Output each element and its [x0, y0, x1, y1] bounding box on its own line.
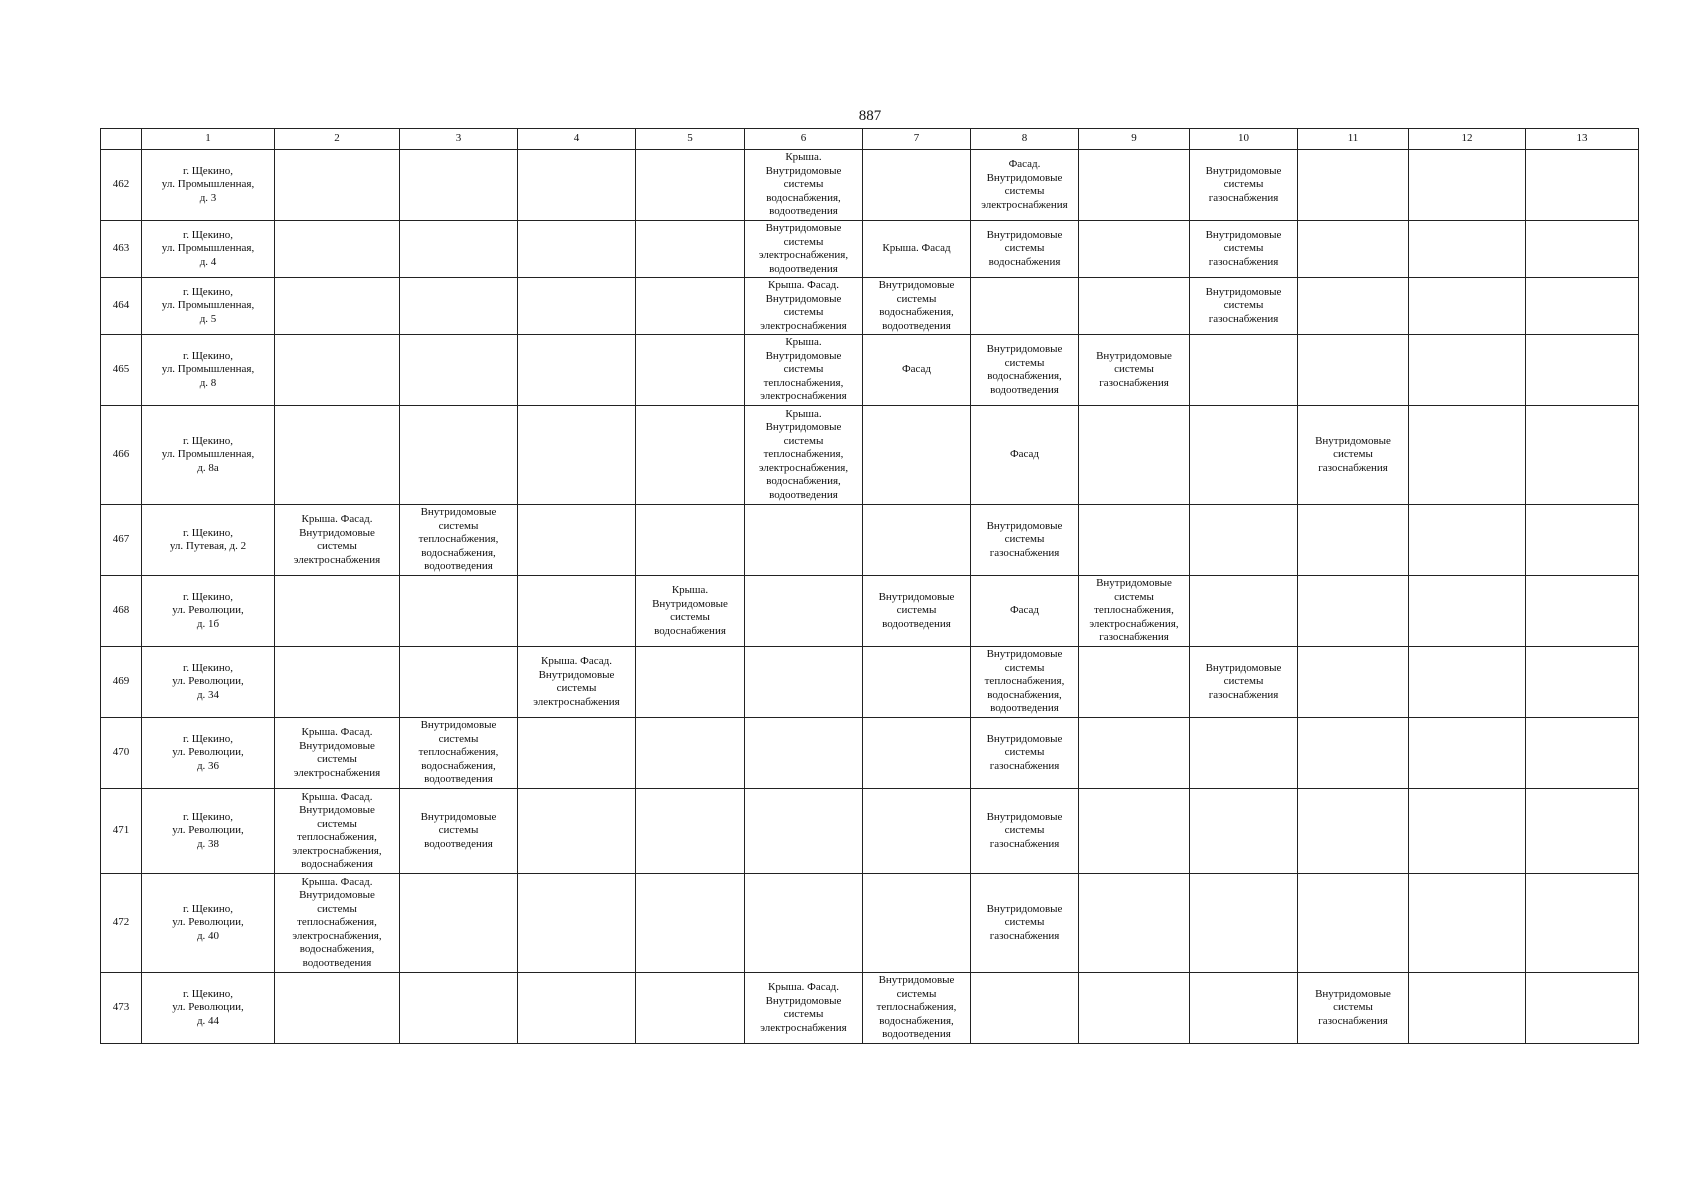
- work-cell: [971, 973, 1079, 1044]
- address-cell: [142, 221, 275, 278]
- work-cell: [971, 150, 1079, 221]
- work-cell: [636, 505, 745, 576]
- table-row: [101, 973, 1639, 1044]
- work-text: Внутридомовые системы газоснабжения: [1096, 349, 1172, 389]
- row-number: 466: [101, 406, 142, 505]
- work-cell: [1079, 335, 1190, 406]
- work-text: Внутридомовые системы водоснабжения, водоотведения: [878, 279, 955, 332]
- work-text: Фасад: [1009, 448, 1040, 461]
- work-text: Крыша. Внутридомовые системы теплоснабжения, электроснабжения: [760, 336, 847, 403]
- work-cell: [863, 150, 971, 221]
- work-cell: [636, 874, 745, 973]
- table-row: [101, 576, 1639, 647]
- work-text: Внутридомовые системы газоснабжения: [1205, 661, 1282, 701]
- work-cell: [1298, 505, 1409, 576]
- work-text: Внутридомовые системы теплоснабжения, водоснабжения, водоотведения: [876, 974, 957, 1041]
- work-cell: [1409, 406, 1526, 505]
- work-text: Внутридомовые системы водоотведения: [420, 810, 497, 850]
- row-number: 470: [101, 718, 142, 789]
- work-cell: [400, 973, 518, 1044]
- row-number: 469: [101, 647, 142, 718]
- work-cell: [863, 789, 971, 874]
- work-cell: [400, 505, 518, 576]
- work-text: Внутридомовые системы газоснабжения: [1205, 228, 1282, 268]
- work-cell: [518, 505, 636, 576]
- work-cell: [1298, 647, 1409, 718]
- work-cell: [1079, 221, 1190, 278]
- address-cell: [142, 789, 275, 874]
- address-text: г. Щекино, ул. Промышленная, д. 8а: [161, 434, 255, 474]
- work-text: Крыша. Фасад. Внутридомовые системы электроснабжения: [293, 726, 381, 779]
- column-header: 9: [1079, 129, 1190, 150]
- work-cell: [745, 973, 863, 1044]
- work-text: Внутридомовые системы газоснабжения: [986, 810, 1063, 850]
- row-number: 471: [101, 789, 142, 874]
- work-text: Фасад: [1009, 604, 1040, 617]
- work-cell: [1079, 278, 1190, 335]
- work-cell: [863, 221, 971, 278]
- work-cell: [863, 874, 971, 973]
- work-cell: [400, 278, 518, 335]
- work-cell: [745, 576, 863, 647]
- work-cell: [745, 647, 863, 718]
- table-row: [101, 505, 1639, 576]
- work-cell: [400, 335, 518, 406]
- work-cell: [1526, 789, 1639, 874]
- work-cell: [400, 576, 518, 647]
- work-cell: [275, 278, 400, 335]
- work-cell: [400, 718, 518, 789]
- column-header: 13: [1526, 129, 1639, 150]
- work-cell: [636, 335, 745, 406]
- row-number: 465: [101, 335, 142, 406]
- work-cell: [863, 576, 971, 647]
- work-text: Крыша. Фасад. Внутридомовые системы теплоснабжения, электроснабжения, водоснабжения, водоотведения: [292, 875, 382, 969]
- work-text: Внутридомовые системы теплоснабжения, электроснабжения, газоснабжения: [1089, 577, 1179, 644]
- work-cell: [636, 973, 745, 1044]
- work-cell: [518, 335, 636, 406]
- work-cell: [1526, 505, 1639, 576]
- work-cell: [275, 789, 400, 874]
- work-cell: [518, 789, 636, 874]
- work-cell: [518, 406, 636, 505]
- work-text: Внутридомовые системы газоснабжения: [986, 519, 1063, 559]
- work-text: Внутридомовые системы газоснабжения: [1315, 987, 1391, 1027]
- work-cell: [1079, 874, 1190, 973]
- work-text: Крыша. Фасад. Внутридомовые системы теплоснабжения, электроснабжения, водоснабжения: [292, 790, 382, 870]
- column-header: 6: [745, 129, 863, 150]
- work-cell: [863, 973, 971, 1044]
- work-cell: [745, 335, 863, 406]
- work-cell: [275, 874, 400, 973]
- work-cell: [1079, 505, 1190, 576]
- work-cell: [1079, 150, 1190, 221]
- work-cell: [636, 221, 745, 278]
- work-cell: [1190, 647, 1298, 718]
- column-header: 11: [1298, 129, 1409, 150]
- work-cell: [636, 718, 745, 789]
- work-cell: [1526, 221, 1639, 278]
- work-text: Внутридомовые системы теплоснабжения, водоснабжения, водоотведения: [418, 506, 499, 573]
- work-cell: [1526, 278, 1639, 335]
- work-cell: [745, 789, 863, 874]
- work-cell: [1190, 718, 1298, 789]
- work-cell: [971, 647, 1079, 718]
- work-cell: [1079, 973, 1190, 1044]
- address-cell: [142, 335, 275, 406]
- table-row: [101, 221, 1639, 278]
- row-number: 462: [101, 150, 142, 221]
- page-number: 887: [858, 108, 882, 124]
- column-header: 5: [636, 129, 745, 150]
- table-row: [101, 278, 1639, 335]
- address-text: г. Щекино, ул. Революции, д. 1б: [172, 590, 244, 630]
- work-text: Крыша. Фасад. Внутридомовые системы электроснабжения: [533, 655, 620, 708]
- address-cell: [142, 406, 275, 505]
- address-text: г. Щекино, ул. Революции, д. 36: [172, 732, 244, 772]
- row-number: 464: [101, 278, 142, 335]
- work-text: Внутридомовые системы газоснабжения: [1205, 285, 1282, 325]
- work-cell: [745, 221, 863, 278]
- work-cell: [275, 406, 400, 505]
- address-cell: [142, 150, 275, 221]
- work-cell: [1526, 335, 1639, 406]
- work-cell: [1298, 973, 1409, 1044]
- work-cell: [745, 505, 863, 576]
- work-cell: [863, 406, 971, 505]
- row-number: 473: [101, 973, 142, 1044]
- column-header: 1: [142, 129, 275, 150]
- work-cell: [863, 505, 971, 576]
- work-cell: [745, 406, 863, 505]
- work-cell: [745, 718, 863, 789]
- work-cell: [1526, 874, 1639, 973]
- work-cell: [1190, 221, 1298, 278]
- address-cell: [142, 576, 275, 647]
- work-cell: [1298, 221, 1409, 278]
- work-cell: [1409, 973, 1526, 1044]
- work-cell: [971, 278, 1079, 335]
- row-number: 463: [101, 221, 142, 278]
- work-cell: [400, 647, 518, 718]
- table-row: [101, 789, 1639, 874]
- work-cell: [745, 150, 863, 221]
- work-cell: [1190, 576, 1298, 647]
- work-cell: [1409, 150, 1526, 221]
- work-cell: [1190, 874, 1298, 973]
- work-cell: [275, 718, 400, 789]
- work-cell: [275, 150, 400, 221]
- work-cell: [636, 150, 745, 221]
- work-cell: [1079, 406, 1190, 505]
- work-cell: [971, 505, 1079, 576]
- address-cell: [142, 973, 275, 1044]
- address-text: г. Щекино, ул. Революции, д. 44: [172, 987, 244, 1027]
- work-cell: [1079, 576, 1190, 647]
- work-cell: [518, 221, 636, 278]
- work-text: Крыша. Фасад. Внутридомовые системы электроснабжения: [293, 513, 381, 566]
- work-text: Внутридомовые системы газоснабжения: [1205, 164, 1282, 204]
- work-cell: [1190, 789, 1298, 874]
- column-header: 10: [1190, 129, 1298, 150]
- work-cell: [1190, 505, 1298, 576]
- work-cell: [1190, 406, 1298, 505]
- work-cell: [636, 278, 745, 335]
- work-cell: [1079, 647, 1190, 718]
- work-text: Крыша. Фасад. Внутридомовые системы электроснабжения: [760, 279, 847, 332]
- address-cell: [142, 647, 275, 718]
- row-number: 472: [101, 874, 142, 973]
- work-cell: [1298, 406, 1409, 505]
- work-cell: [1409, 335, 1526, 406]
- work-cell: [863, 335, 971, 406]
- work-cell: [1298, 576, 1409, 647]
- work-cell: [275, 973, 400, 1044]
- work-text: Внутридомовые системы водоотведения: [878, 590, 955, 630]
- work-cell: [971, 789, 1079, 874]
- address-text: г. Щекино, ул. Промышленная, д. 3: [161, 164, 255, 204]
- work-text: Внутридомовые системы водоснабжения: [986, 228, 1063, 268]
- work-cell: [636, 406, 745, 505]
- row-number: 467: [101, 505, 142, 576]
- work-cell: [636, 789, 745, 874]
- work-cell: [518, 150, 636, 221]
- work-cell: [518, 647, 636, 718]
- work-cell: [1526, 150, 1639, 221]
- column-header: [101, 129, 142, 150]
- work-cell: [275, 505, 400, 576]
- work-cell: [863, 647, 971, 718]
- work-cell: [1190, 150, 1298, 221]
- address-cell: [142, 505, 275, 576]
- header-row: [101, 129, 1639, 150]
- address-cell: [142, 718, 275, 789]
- column-header: 12: [1409, 129, 1526, 150]
- column-header: 3: [400, 129, 518, 150]
- work-cell: [1526, 647, 1639, 718]
- work-cell: [1526, 406, 1639, 505]
- table-row: [101, 150, 1639, 221]
- work-text: Фасад. Внутридомовые системы электроснабжения: [981, 158, 1068, 211]
- work-cell: [971, 718, 1079, 789]
- work-text: Внутридомовые системы теплоснабжения, водоснабжения, водоотведения: [984, 648, 1065, 715]
- work-cell: [1190, 335, 1298, 406]
- work-cell: [971, 335, 1079, 406]
- work-cell: [400, 406, 518, 505]
- work-cell: [1409, 718, 1526, 789]
- work-cell: [1409, 576, 1526, 647]
- column-header: 2: [275, 129, 400, 150]
- table-row: [101, 647, 1639, 718]
- work-cell: [1409, 647, 1526, 718]
- work-cell: [1298, 874, 1409, 973]
- work-cell: [863, 718, 971, 789]
- work-cell: [518, 718, 636, 789]
- work-cell: [636, 576, 745, 647]
- address-text: г. Щекино, ул. Революции, д. 38: [172, 810, 244, 850]
- work-text: Фасад: [901, 363, 932, 376]
- table-row: [101, 335, 1639, 406]
- work-cell: [400, 874, 518, 973]
- address-text: г. Щекино, ул. Революции, д. 34: [172, 661, 244, 701]
- table-row: [101, 718, 1639, 789]
- work-cell: [518, 278, 636, 335]
- work-cell: [1079, 718, 1190, 789]
- work-text: Внутридомовые системы газоснабжения: [986, 732, 1063, 772]
- work-cell: [1409, 221, 1526, 278]
- work-cell: [1409, 505, 1526, 576]
- work-cell: [518, 576, 636, 647]
- work-cell: [745, 874, 863, 973]
- work-cell: [400, 150, 518, 221]
- address-text: г. Щекино, ул. Революции, д. 40: [172, 902, 244, 942]
- address-text: г. Щекино, ул. Путевая, д. 2: [169, 526, 247, 552]
- work-cell: [745, 278, 863, 335]
- work-cell: [1298, 789, 1409, 874]
- work-cell: [1298, 335, 1409, 406]
- work-cell: [1526, 718, 1639, 789]
- work-text: Крыша. Внутридомовые системы теплоснабжения, электроснабжения, водоснабжения, водоотведения: [758, 407, 849, 501]
- work-cell: [1298, 718, 1409, 789]
- column-header: 8: [971, 129, 1079, 150]
- work-cell: [971, 576, 1079, 647]
- address-cell: [142, 278, 275, 335]
- work-text: Крыша. Внутридомовые системы водоснабжения, водоотведения: [765, 151, 842, 218]
- table-row: [101, 406, 1639, 505]
- work-cell: [1190, 278, 1298, 335]
- work-cell: [1190, 973, 1298, 1044]
- work-cell: [1409, 278, 1526, 335]
- work-text: Внутридомовые системы газоснабжения: [986, 902, 1063, 942]
- address-text: г. Щекино, ул. Промышленная, д. 4: [161, 228, 255, 268]
- address-text: г. Щекино, ул. Промышленная, д. 5: [161, 285, 255, 325]
- work-cell: [518, 973, 636, 1044]
- table-row: [101, 874, 1639, 973]
- work-text: Внутридомовые системы водоснабжения, водоотведения: [986, 343, 1063, 396]
- work-text: Внутридомовые системы газоснабжения: [1315, 434, 1391, 474]
- work-cell: [275, 221, 400, 278]
- work-cell: [1409, 874, 1526, 973]
- work-text: Внутридомовые системы теплоснабжения, водоснабжения, водоотведения: [418, 719, 499, 786]
- work-cell: [971, 874, 1079, 973]
- work-text: Крыша. Внутридомовые системы водоснабжения: [652, 584, 728, 637]
- work-cell: [518, 874, 636, 973]
- column-header: 7: [863, 129, 971, 150]
- work-cell: [275, 647, 400, 718]
- work-cell: [1526, 973, 1639, 1044]
- work-text: Крыша. Фасад. Внутридомовые системы электроснабжения: [760, 981, 847, 1034]
- work-cell: [400, 221, 518, 278]
- work-text: Крыша. Фасад: [882, 242, 951, 255]
- address-cell: [142, 874, 275, 973]
- work-cell: [275, 576, 400, 647]
- work-cell: [1298, 278, 1409, 335]
- work-cell: [275, 335, 400, 406]
- work-cell: [400, 789, 518, 874]
- work-cell: [863, 278, 971, 335]
- address-text: г. Щекино, ул. Промышленная, д. 8: [161, 349, 255, 389]
- work-cell: [636, 647, 745, 718]
- capital-repair-table: [100, 128, 1639, 1044]
- work-cell: [1526, 576, 1639, 647]
- work-cell: [971, 406, 1079, 505]
- column-header: 4: [518, 129, 636, 150]
- work-text: Внутридомовые системы электроснабжения, водоотведения: [758, 222, 849, 275]
- work-cell: [1079, 789, 1190, 874]
- work-cell: [1298, 150, 1409, 221]
- work-cell: [1409, 789, 1526, 874]
- row-number: 468: [101, 576, 142, 647]
- work-cell: [971, 221, 1079, 278]
